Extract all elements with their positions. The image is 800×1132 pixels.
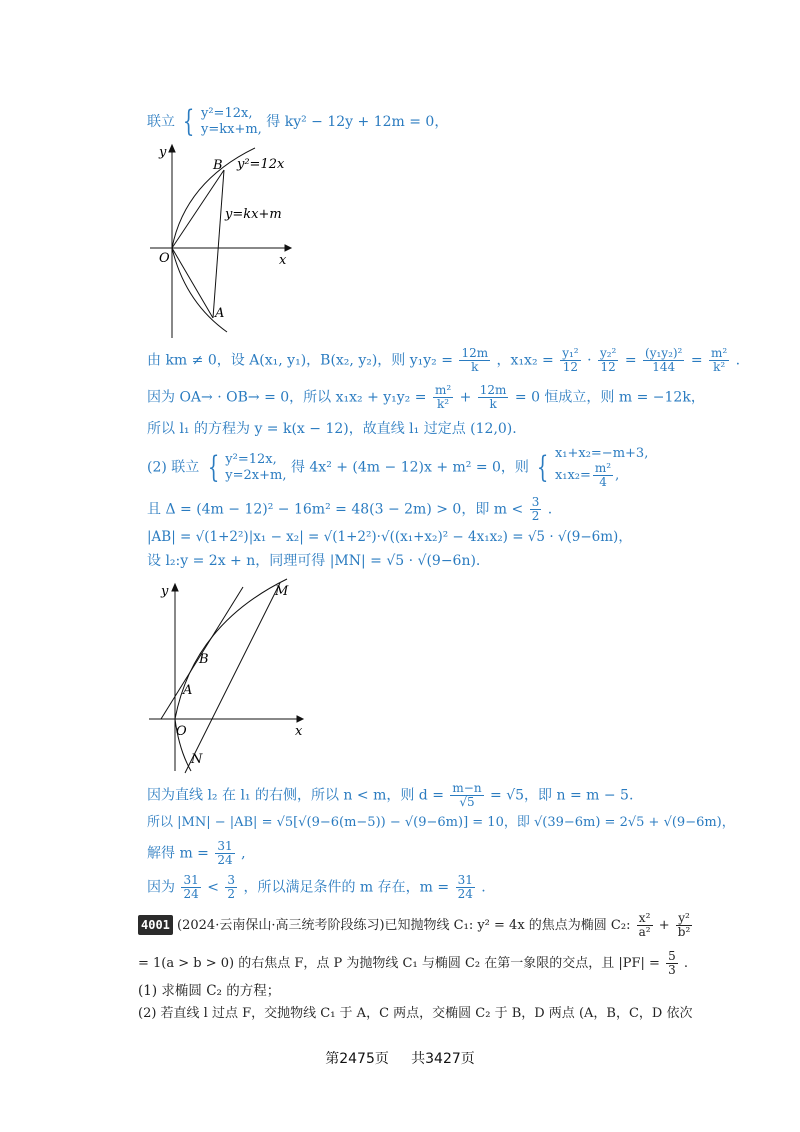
chord-line (213, 170, 224, 318)
text: 因为直线 l₂ 在 l₁ 的右侧，所以 n < m，则 d = (147, 787, 444, 804)
denominator: 144 (652, 360, 676, 374)
text: (1) 求椭圆 C₂ 的方程； (138, 983, 281, 999)
text: 因为 OA→ · OB→ = 0，所以 x₁x₂ + y₁y₂ = (147, 389, 427, 406)
point-n-label: N (191, 752, 203, 767)
point-b-label: B (213, 158, 223, 173)
y-axis-label: y (161, 584, 169, 599)
operator: = (624, 352, 637, 369)
brace-symbol: { (537, 449, 549, 485)
text: 得 ky² − 12y + 12m = 0， (266, 114, 449, 130)
numerator: m² (711, 346, 728, 360)
system-row: x₁+x₂=−m+3, (554, 446, 649, 461)
solution-line-fixed-point (147, 420, 517, 438)
text: 设 l₂:y = 2x + n，同理可得 |MN| = √5 · √(9−6n). (147, 553, 481, 569)
fraction (215, 840, 234, 867)
denominator: 2 (227, 887, 236, 901)
fraction (459, 347, 490, 374)
solution-line-difference (147, 814, 735, 832)
text: 联立 (147, 114, 175, 130)
text: = 0 恒成立，则 m = −12k， (514, 389, 705, 406)
text: |AB| = √(1+2²)|x₁ − x₂| = √(1+2²)·√((x₁+x₂)² − 4x₁x₂) = √5 · √(9−6m)， (147, 529, 632, 545)
text: 所以 l₁ 的方程为 y = k(x − 12)，故直线 l₁ 过定点 (12,0). (147, 421, 517, 437)
system-row: y²=12x, (225, 451, 277, 467)
numerator: m² (594, 461, 612, 475)
line-label: y=kx+m (225, 207, 282, 222)
text: . (683, 956, 688, 971)
operator: · (587, 352, 592, 369)
text: . (735, 352, 741, 369)
solution-line-dot-product (147, 384, 705, 411)
denominator: 4 (599, 475, 607, 489)
curve-label: y²=12x (237, 157, 285, 172)
fraction (593, 462, 613, 489)
fraction (666, 950, 678, 977)
denominator: b² (677, 925, 691, 939)
y-axis-arrow (172, 584, 178, 591)
y-axis-arrow (169, 145, 175, 152)
x-axis-arrow (297, 716, 303, 722)
denominator: 12 (562, 360, 579, 374)
total-pages: 共3427页 (411, 1051, 475, 1067)
fraction (676, 912, 693, 939)
text: = √5，即 n = m − 5. (490, 787, 634, 804)
point-b-label: B (199, 652, 209, 667)
origin-label: O (159, 251, 170, 266)
text: . (547, 501, 553, 518)
x-axis-label: x (279, 253, 287, 268)
operator: = (690, 352, 703, 369)
text: (2024·云南保山·高三统考阶段练习)已知抛物线 C₁: y² = 4x 的焦点为椭圆 C₂: (177, 918, 631, 933)
fraction (530, 496, 542, 523)
page-number: 第2475页 (325, 1051, 389, 1067)
operator: + (658, 918, 670, 933)
fraction (637, 912, 653, 939)
solution-line-system-2 (147, 446, 648, 489)
line-l2 (185, 583, 280, 773)
numerator: m² (434, 383, 452, 397)
problem-line-2 (138, 950, 688, 977)
numerator: 3 (531, 495, 540, 509)
system-row: y=kx+m, (201, 122, 262, 137)
numerator: x² (637, 912, 653, 926)
operator: < (207, 879, 219, 896)
x-axis-arrow (285, 245, 291, 251)
text: 因为 (147, 879, 175, 896)
brace-symbol: { (183, 104, 195, 139)
text: (2) 若直线 l 过点 F，交抛物线 C₁ 于 A，C 两点，交椭圆 C₂ 于 B，D 两点 (A，B，C，D 依次 (138, 1006, 693, 1021)
denominator: 24 (457, 887, 473, 901)
text: 且 Δ = (4m − 12)² − 16m² = 48(3 − 2m) > 0，即 m < (147, 501, 524, 518)
text: = 1(a > b > 0) 的右焦点 F，点 P 为抛物线 C₁ 与椭圆 C₂ 在第一象限的交点，且 |PF| = (138, 956, 660, 971)
text: x₁x₂= (554, 468, 591, 483)
numerator: 31 (183, 873, 199, 887)
fraction (560, 347, 580, 374)
parabola-curve (175, 579, 287, 719)
numerator: 12m (461, 346, 489, 360)
equation-system (225, 452, 286, 484)
numerator: 12m (479, 383, 507, 397)
numerator: y₁² (562, 346, 579, 360)
numerator: 31 (457, 873, 473, 887)
numerator: 3 (227, 873, 236, 887)
solution-line-ab-length (147, 528, 632, 546)
text: ，所以满足条件的 m 存在，m = (243, 879, 450, 896)
fraction (433, 384, 453, 411)
point-m-label: M (275, 584, 289, 599)
segment-ob (172, 170, 224, 248)
solution-line-solve (147, 840, 246, 867)
numerator: (y₁y₂)² (645, 346, 683, 360)
system-row (555, 462, 648, 489)
problem-line-1 (138, 912, 694, 939)
numerator: 5 (668, 949, 676, 963)
text: , (615, 468, 620, 483)
text: 得 4x² + (4m − 12)x + m² = 0，则 (290, 459, 529, 476)
denominator: 3 (668, 963, 676, 977)
numerator: 31 (217, 839, 233, 853)
text: (2) 联立 (147, 459, 200, 476)
text: 由 km ≠ 0，设 A(x₁, y₁)，B(x₂, y₂)，则 y₁y₂ = (147, 352, 453, 369)
origin-label: O (176, 724, 187, 739)
problem-number-badge: 4001 (138, 915, 173, 935)
point-a-label: A (215, 306, 225, 321)
fraction (709, 347, 729, 374)
denominator: √5 (459, 795, 475, 809)
text: , (241, 845, 246, 862)
equation-system (555, 446, 648, 489)
solution-line-mn-length (147, 552, 480, 570)
denominator: 2 (531, 509, 540, 523)
segment-oa (172, 248, 213, 318)
x-axis-label: x (295, 724, 303, 739)
denominator: k² (436, 397, 450, 411)
solution-line-product (147, 347, 740, 374)
denominator: k² (713, 360, 726, 374)
figure-parallel-lines (145, 575, 315, 775)
text: 解得 m = (147, 845, 209, 862)
fraction (456, 874, 475, 901)
denominator: a² (638, 925, 651, 939)
system-row: y=2x+m, (225, 467, 287, 483)
denominator: k (471, 360, 479, 374)
fraction (478, 384, 509, 411)
operator: + (459, 389, 472, 406)
numerator: y² (676, 912, 693, 926)
text: 所以 |MN| − |AB| = √5[√(9−6(m−5)) − √(9−6m)] = 10，即 √(39−6m) = 2√5 + √(9−6m)， (147, 815, 735, 830)
denominator: 24 (217, 853, 233, 867)
denominator: 12 (600, 360, 616, 374)
problem-part-2 (138, 1005, 692, 1023)
fraction (225, 874, 237, 901)
fraction (598, 347, 618, 374)
text: ，x₁x₂ = (496, 352, 554, 369)
brace-symbol: { (207, 449, 220, 485)
system-row: y²=12x, (201, 106, 253, 121)
point-a-label: A (183, 683, 193, 698)
denominator: k (489, 397, 497, 411)
text: . (481, 879, 486, 896)
equation-system (201, 106, 262, 138)
y-axis-label: y (159, 145, 167, 160)
problem-part-1 (138, 982, 280, 1000)
solution-line-system-1 (147, 106, 448, 138)
page-footer (0, 1048, 800, 1068)
fraction (450, 782, 483, 809)
fraction (643, 347, 684, 374)
figure-parabola-chord (145, 142, 305, 342)
denominator: 24 (183, 887, 199, 901)
solution-line-distance (147, 782, 633, 809)
solution-line-discriminant (147, 496, 552, 523)
fraction (181, 874, 200, 901)
numerator: m−n (452, 781, 482, 795)
solution-line-conclusion (147, 874, 486, 901)
numerator: y₂² (599, 346, 617, 360)
